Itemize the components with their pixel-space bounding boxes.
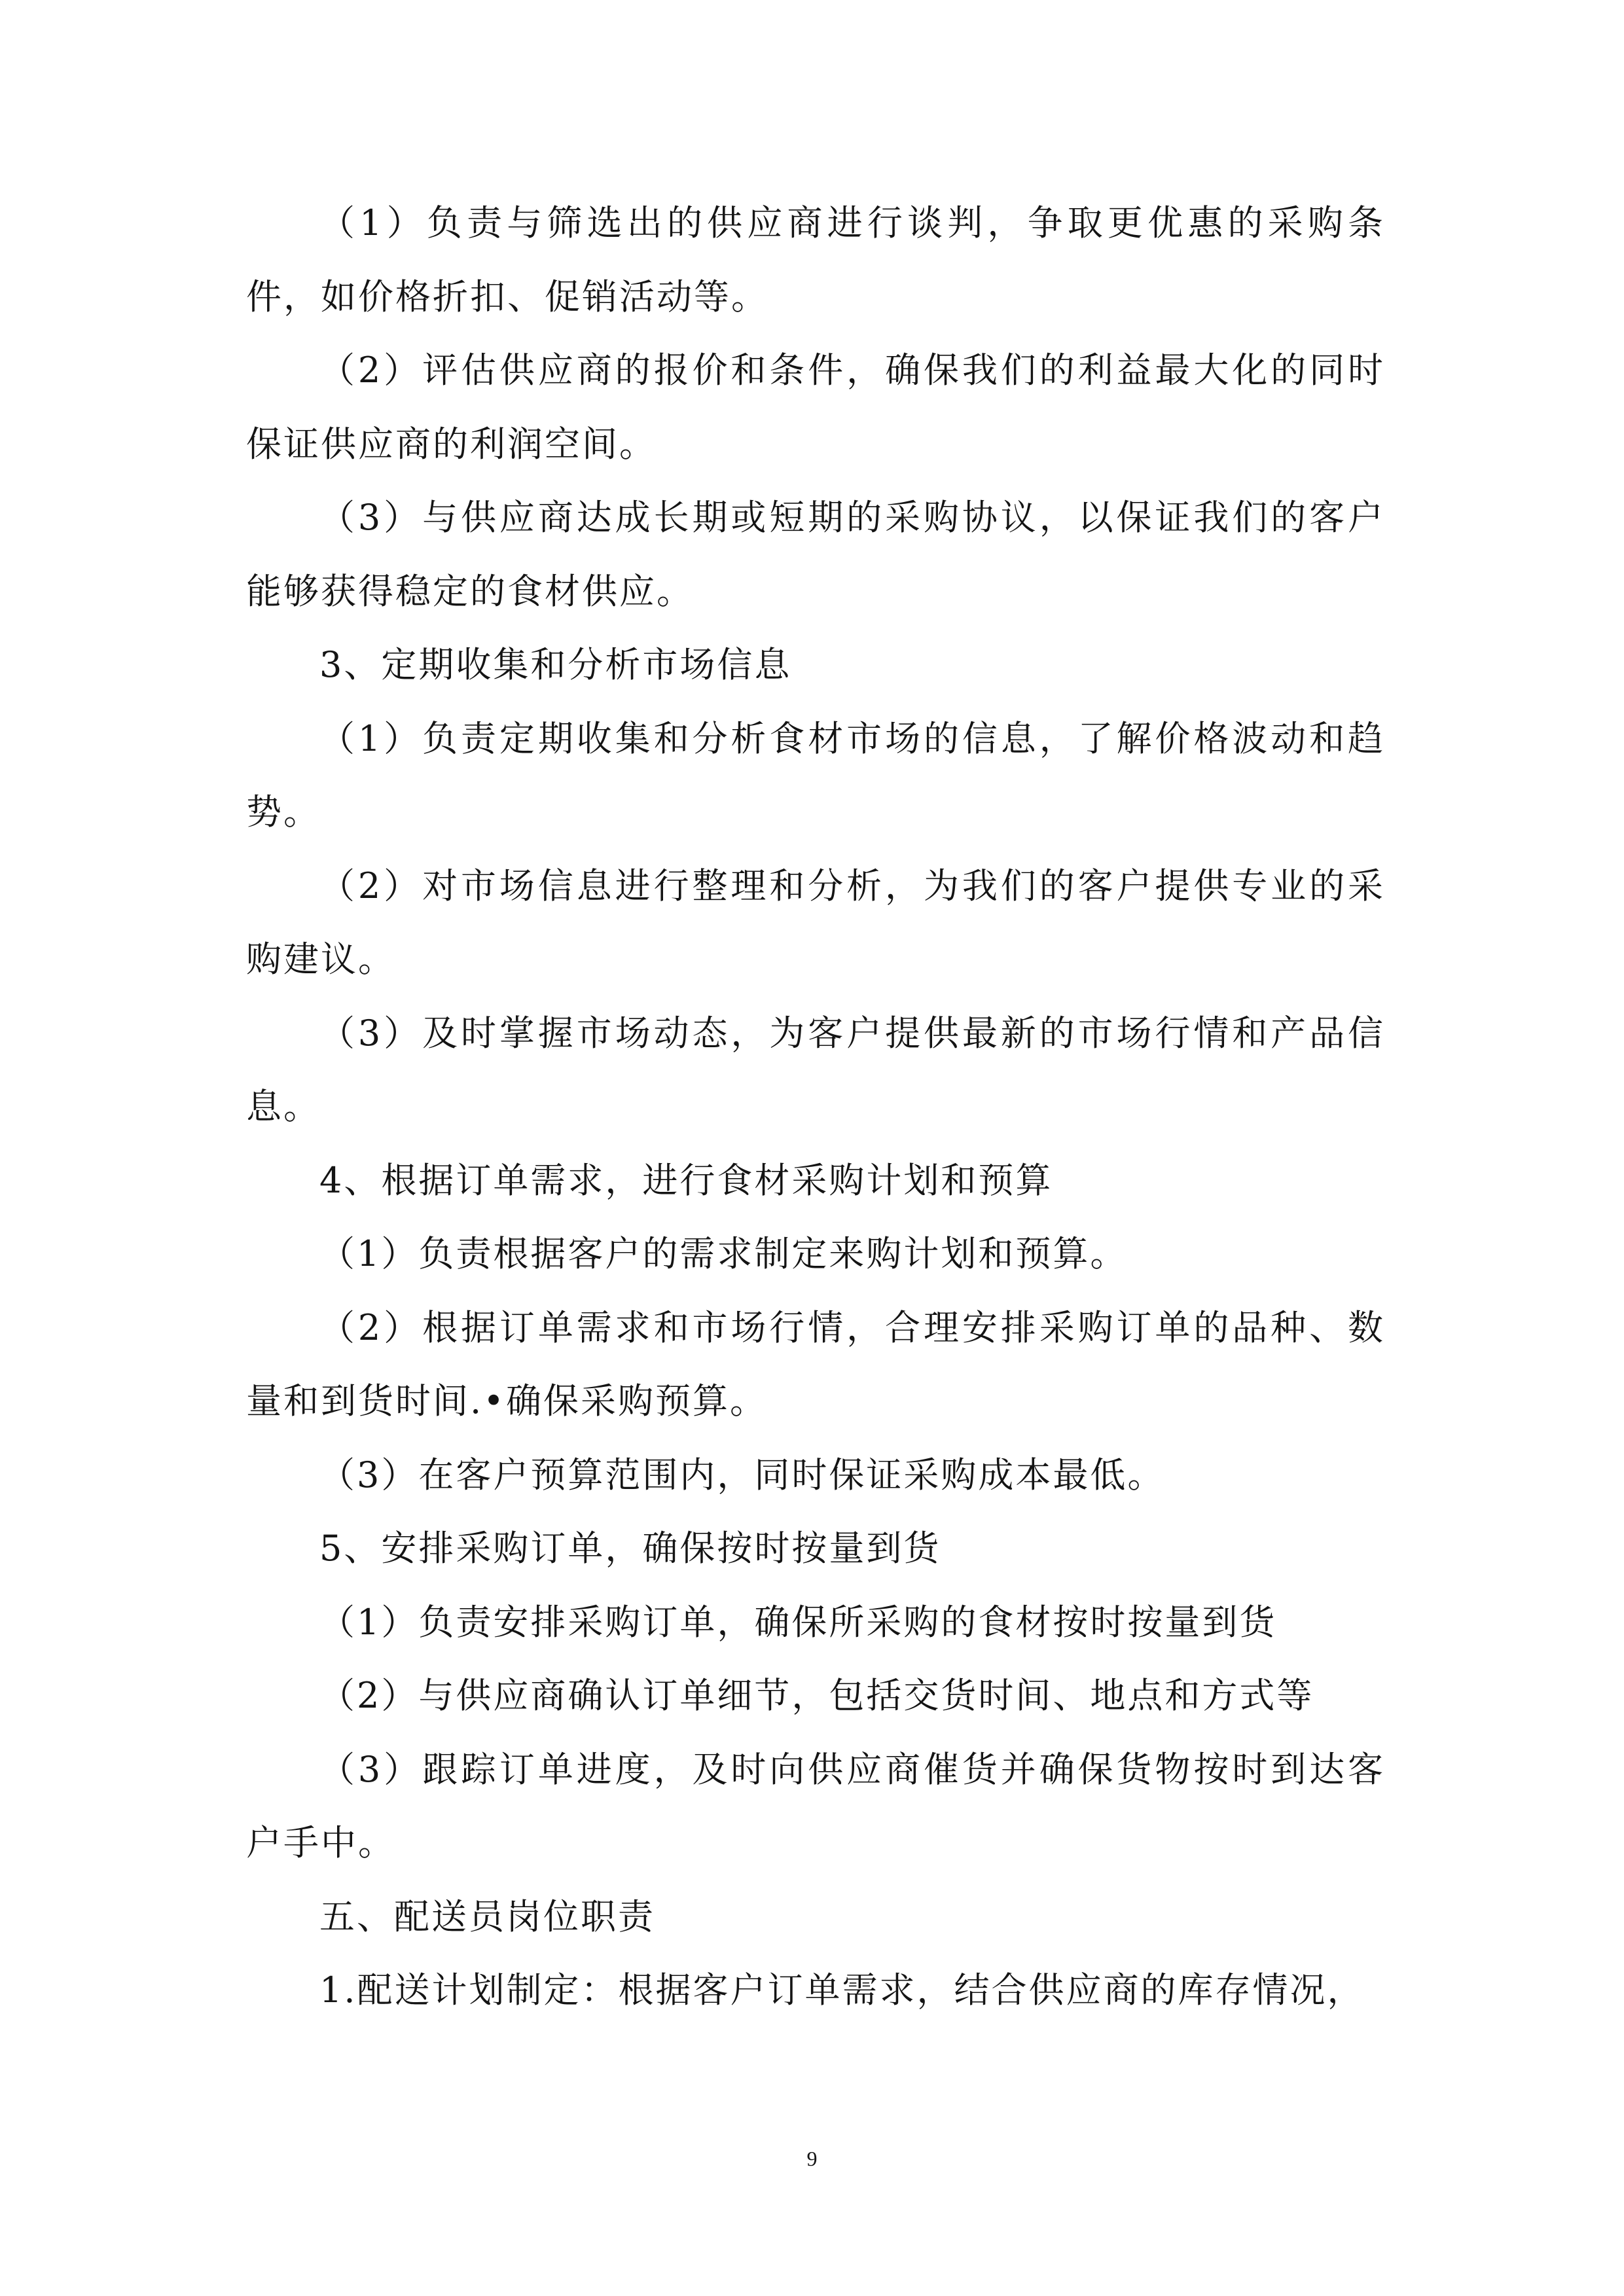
- section-heading-3: 3、定期收集和分析市场信息: [319, 644, 792, 685]
- paragraph-5-1: （1）负责安排采购订单，确保所采购的食材按时按量到货: [319, 1601, 1277, 1643]
- paragraph-1-3: （3）与供应商达成长期或短期的采购协议，以保证我们的客户能够获得稳定的食材供应。: [246, 497, 1385, 612]
- paragraph-5-3: （3）跟踪订单进度，及时向供应商催货并确保货物按时到达客户手中。: [246, 1748, 1385, 1863]
- paragraph-3-1: （1）负责定期收集和分析食材市场的信息，了解价格波动和趋势。: [246, 717, 1385, 833]
- paragraph-3-3: （3）及时掌握市场动态，为客户提供最新的市场行情和产品信息。: [246, 1012, 1385, 1127]
- paragraph-4-3: （3）在客户预算范围内，同时保证采购成本最低。: [319, 1454, 1165, 1496]
- section-heading-5: 5、安排采购订单，确保按时按量到货: [319, 1528, 941, 1569]
- chapter-heading-5: 五、配送员岗位职责: [319, 1895, 655, 1937]
- paragraph-4-1: （1）负责根据客户的需求制定来购计划和预算。: [319, 1233, 1128, 1274]
- paragraph-4-2: （2）根据订单需求和市场行情，合理安排采购订单的品种、数量和到货时间.•确保采购预算。: [246, 1306, 1385, 1422]
- paragraph-1-2: （2）评估供应商的报价和条件，确保我们的利益最大化的同时保证供应商的利润空间。: [246, 350, 1385, 465]
- section-heading-4: 4、根据订单需求，进行食材采购计划和预算: [319, 1159, 1053, 1201]
- paragraph-5-2: （2）与供应商确认订单细节，包括交货时间、地点和方式等: [319, 1675, 1314, 1716]
- page-body: [246, 187, 1385, 2028]
- paragraph-delivery-1: 1.配送计划制定：根据客户订单需求，结合供应商的库存情况，: [319, 1969, 1365, 2011]
- paragraph-1-1: （1）负责与筛选出的供应商进行谈判，争取更优惠的采购条件，如价格折扣、促销活动等。: [246, 202, 1385, 317]
- paragraph-3-2: （2）对市场信息进行整理和分析，为我们的客户提供专业的采购建议。: [246, 865, 1385, 980]
- page-number: 9: [806, 2147, 818, 2170]
